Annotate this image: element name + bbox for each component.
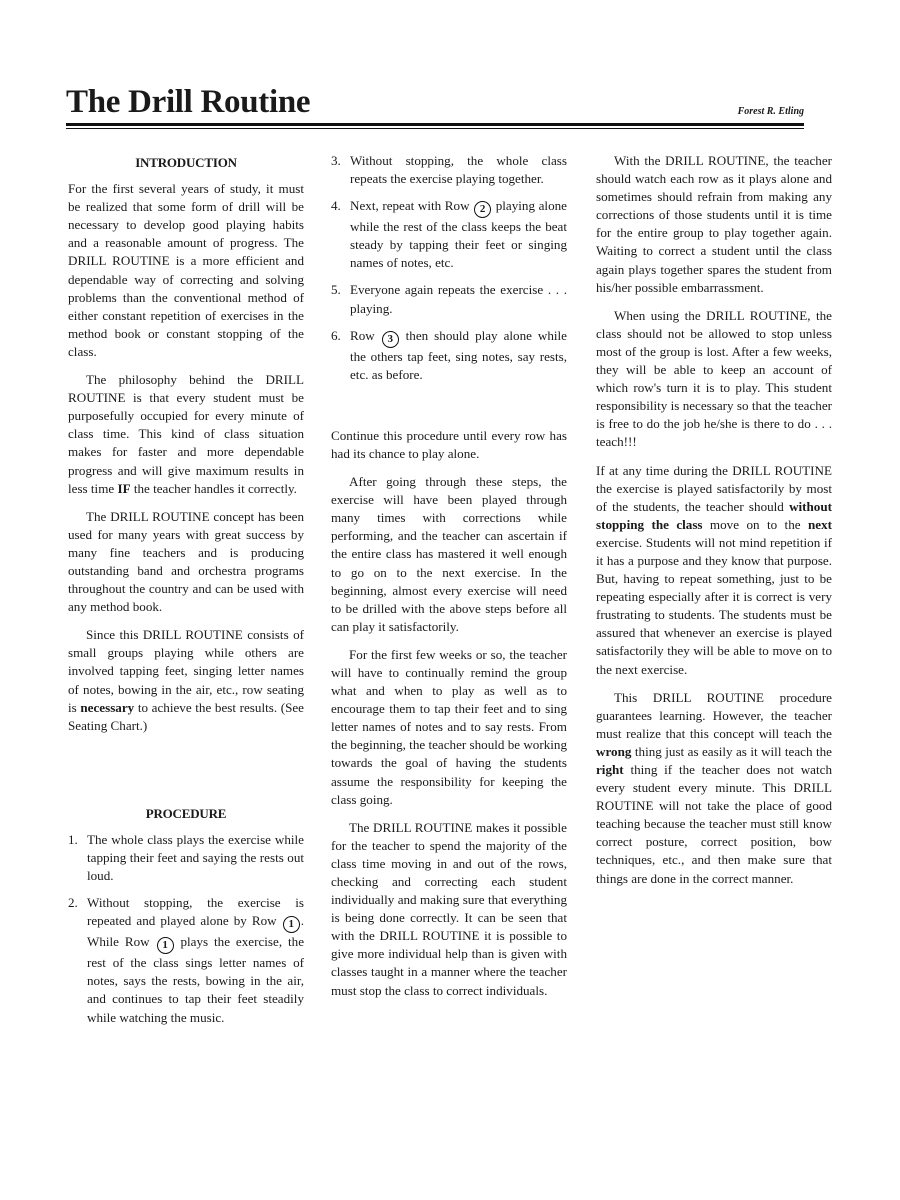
bold-text: wrong: [596, 743, 632, 759]
row-number-circle: 1: [157, 937, 174, 954]
text-run: thing just as easily as it will teach the: [631, 743, 832, 759]
title-rule: [66, 123, 804, 129]
step-text: Without stopping, the whole class repeats the exercise playing together.: [350, 153, 567, 187]
paragraph-first-weeks: For the first few weeks or so, the teacher will have to continually remind the group what and when to play as well as to encourage them to tap their feet and to sing letter names of notes and to say rests. From the beginning, the teacher should be working towards the goal of having the students assume the responsibility for keeping the class going.: [331, 646, 567, 807]
text-run: thing if the teacher does not watch every student every minute. This DRILL ROUTINE will not take the place of good teaching because the teacher must still know correct posture, correct position, bow techniques, etc., and then make sure that things are done in the correct manner.: [596, 762, 832, 886]
step-text: Everyone again repeats the exercise . . . playing.: [350, 282, 567, 316]
paragraph-drill-routine: The DRILL ROUTINE makes it possible for the teacher to spend the majority of the class time moving in and out of the rows, checking and correcting each student individually and making sure that everything is being done correctly. It can be seen that with the DRILL ROUTINE it is possible to give more individual help than is given with classes taught in a manner where the teacher must stop the class to correct individuals.: [331, 819, 567, 998]
column-2: [331, 152, 567, 1010]
list-item: [68, 894, 304, 1026]
list-item: [331, 197, 567, 272]
step-text: . While Row: [87, 913, 304, 950]
step-text: The whole class plays the exercise while tapping their feet and saying the rests out loud.: [87, 831, 304, 884]
intro-paragraph-1: For the first several years of study, it must be realized that some form of drill will be necessary to develop good playing habits and a reasonable amount of progress. The DRILL ROUTINE is a more efficient and dependable way of correcting and solving problems than the conventional method of either constant repetition of exercises in the method book or constant stopping of the class.: [68, 181, 304, 359]
step-text: Next, repeat with Row: [350, 198, 474, 214]
step-number: 6.: [331, 327, 341, 343]
text-run: Since this DRILL ROUTINE consists of small groups playing while others are involved tapping feet, singing letter names of notes, bowing in the air, etc., row seating is: [68, 627, 304, 715]
paragraph-continue: Continue this procedure until every row has had its chance to play alone.: [331, 427, 567, 461]
text-run: move on to the: [702, 516, 808, 532]
text-run: If at any time during the DRILL ROUTINE the exercise is played satisfactorily by most of the students, the teacher should: [596, 462, 832, 514]
procedure-heading: PROCEDURE: [145, 805, 227, 821]
bold-text: next: [807, 516, 832, 532]
intro-paragraph-2: [68, 371, 304, 498]
paragraph-watch-rows: With the DRILL ROUTINE, the teacher should watch each row as it plays alone and sometimes should refrain from making any corrections of those students until it is time for the entire group to play together again. Waiting to correct a student until the class again plays together spares the student from his/her possible embarrassment.: [596, 153, 832, 295]
list-item: [331, 152, 567, 188]
list-item: [331, 281, 567, 317]
procedure-list: [68, 831, 304, 1027]
list-item: [68, 831, 304, 885]
bold-text: IF: [117, 480, 131, 496]
step-number: 1.: [68, 831, 78, 847]
page-title: The Drill Routine: [66, 84, 311, 120]
text-run: exercise. Students will not mind repetition if it has a purpose and they know that purpose. But, having to repeat something, just to be repeating especially after it is correct is very frustrating to students. The students must be assured that whenever an exercise is played satisfactorily they will be able to move on to the next exercise.: [596, 534, 832, 677]
text-run: the teacher handles it correctly.: [130, 480, 297, 496]
step-text: playing alone while the rest of the class keeps the beat steady by tapping their feet or singing names of notes, etc.: [350, 198, 567, 271]
author-name: Forest R. Etling: [737, 106, 804, 117]
column-1: [68, 152, 304, 1036]
text-run: to achieve the best results. (See Seating Chart.): [68, 699, 304, 733]
step-number: 2.: [68, 895, 78, 911]
step-text: then should play alone while the others tap feet, sing notes, say rests, etc. as before.: [350, 327, 567, 382]
paragraph-not-allowed-stop: When using the DRILL ROUTINE, the class should not be allowed to stop unless most of the group is lost. After a few weeks, they will be able to keep an account of which row's turn it is to play. This student responsibility is necessary so that the teacher is free to do the job he/she is there to do . . . teach!!!: [596, 307, 832, 450]
list-item: [331, 327, 567, 384]
bold-text: right: [596, 762, 624, 777]
row-number-circle: 2: [474, 201, 491, 218]
procedure-list-continued: [331, 152, 567, 384]
paragraph-move-on: [596, 462, 832, 679]
column-3: [596, 152, 832, 898]
row-number-circle: 1: [283, 916, 300, 933]
bold-text: necessary: [80, 699, 135, 715]
paragraph-guarantees: [596, 689, 832, 888]
bold-text: without stopping the class: [596, 498, 832, 532]
step-text: plays the exercise, the rest of the class sings letter names of notes, says the rests, bowing in the air, and continues to tap their feet steadily while watching the music.: [87, 934, 305, 1025]
intro-paragraph-3: The DRILL ROUTINE concept has been used for many years with great success by many fine teachers and is producing outstanding band and orchestra programs throughout the country and can be used with any method book.: [68, 508, 304, 615]
step-number: 5.: [331, 282, 341, 298]
intro-paragraph-4: [68, 626, 304, 735]
introduction-heading: INTRODUCTION: [135, 155, 237, 170]
row-number-circle: 3: [382, 331, 399, 348]
text-run: The philosophy behind the DRILL ROUTINE is that every student must be purposefully occupied for every minute of class time. This kind of class situation makes for faster and more dependable progress and will give maximum results in less time: [68, 372, 304, 496]
paragraph-after-steps: After going through these steps, the exercise will have been played through many times with corrections while performing, and the teacher can ascertain if the entire class has mastered it well enough to go on to the next exercise. In the beginning, almost every exercise will need to be drilled with the above steps before all can play it satisfactorily.: [331, 474, 567, 634]
step-text: Row: [350, 327, 381, 343]
step-text: Without stopping, the exercise is repeated and played alone by Row: [87, 895, 304, 929]
text-run: This DRILL ROUTINE procedure guarantees learning. However, the teacher must realize that this concept will teach the: [596, 689, 832, 741]
step-number: 3.: [331, 153, 341, 168]
step-number: 4.: [331, 198, 341, 214]
